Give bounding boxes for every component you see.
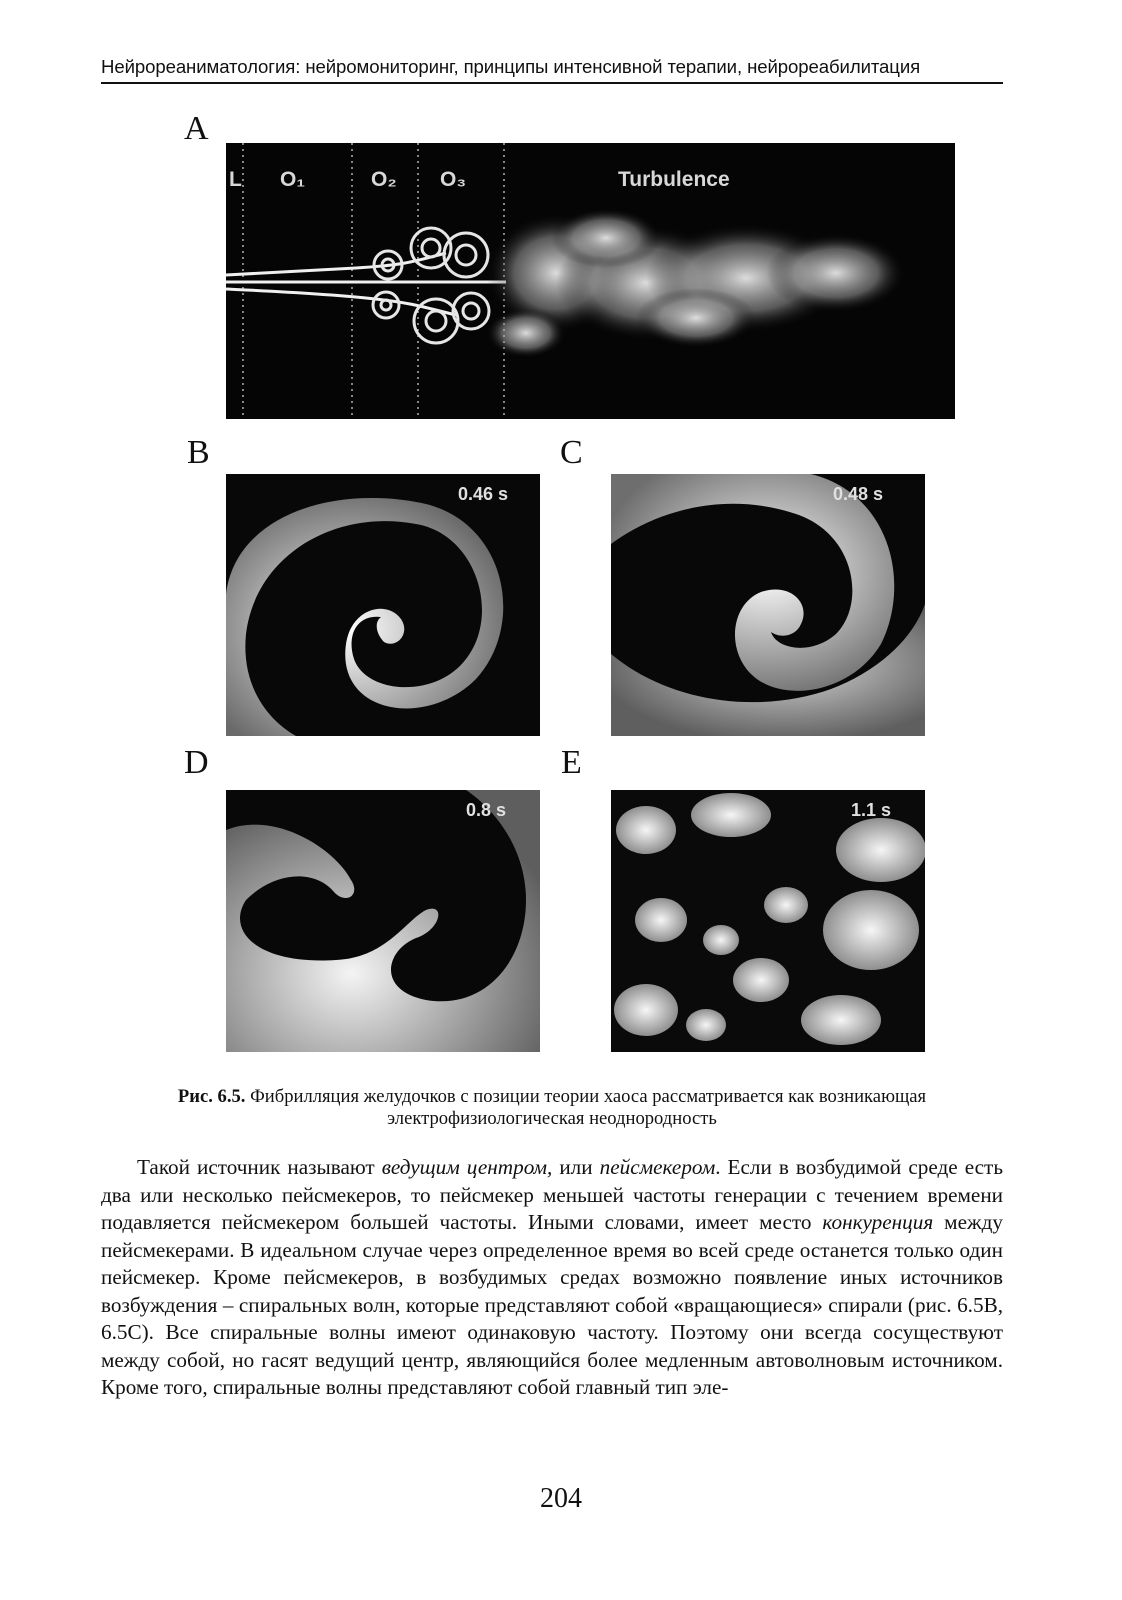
body-emphasis-1: ведущим центром, (381, 1155, 553, 1179)
body-emphasis-3: конкуренция (822, 1210, 934, 1234)
panel-label-e: E (561, 744, 582, 781)
body-text-4: между пейсмекерами. В идеальном случае через определенное время во всей среде останется только один пейсмекер. Кроме пейсмекеров, в возбудимых средах возможно появление иных источников возбуждения – спиральных волн, которые представляют собой «вращающиеся» спирали (рис. 6.5B, 6.5C). Все спиральные волны имеют одинаковую частоту. Поэтому они всегда сосуществуют между собой, но гасят ведущий центр, являющийся более медленным автоволновым источником. Кроме того, спиральные волны представляют собой главный тип эле- (101, 1210, 1003, 1399)
body-text-3: . Если в возбудимой среде есть два или несколько пейсмекеров, то пейсмекер меньшей частоты генерации с течением времени подавляется пейсмекером большей частоты. Иными словами, имеет место (101, 1155, 1003, 1234)
body-text-2: или (552, 1155, 600, 1179)
page-number: 204 (540, 1483, 582, 1514)
body-emphasis-2: пейсмекером (599, 1155, 716, 1179)
time-label-c: 0.48 s (833, 484, 884, 504)
time-label-e: 1.1 s (851, 800, 892, 820)
zone-label-o3: O₃ (440, 168, 467, 191)
time-label-d: 0.8 s (466, 800, 507, 820)
caption-line-2: электрофизиологическая неоднородность (387, 1108, 717, 1129)
time-label-b: 0.46 s (458, 484, 509, 504)
zone-label-l: L (229, 168, 242, 191)
header-rule (101, 82, 1003, 84)
turbulence-image (226, 143, 955, 419)
turbulence-label: Turbulence (618, 168, 730, 191)
figure-caption (101, 1086, 1003, 1130)
panel-label-c: C (560, 434, 583, 471)
spiral-wave-image-d (226, 790, 540, 1052)
zone-label-o1: O₁ (280, 168, 306, 191)
panel-label-d: D (184, 744, 209, 781)
spiral-wave-image-b (226, 474, 540, 736)
panel-label-b: B (187, 434, 210, 471)
running-header: Нейрореаниматология: нейромониторинг, принципы интенсивной терапии, нейрореабилитация (101, 56, 921, 77)
panel-label-a: A (184, 110, 209, 147)
body-paragraph (101, 1154, 1003, 1402)
zone-label-o2: O₂ (371, 168, 397, 191)
fibrillation-image-e (611, 790, 925, 1052)
caption-lead: Рис. 6.5. (177, 1086, 246, 1107)
spiral-wave-image-c (611, 474, 925, 736)
caption-line-1: Фибрилляция желудочков с позиции теории хаоса рассматривается как возникающая (250, 1086, 927, 1107)
body-text-1: Такой источник называют (137, 1155, 382, 1179)
